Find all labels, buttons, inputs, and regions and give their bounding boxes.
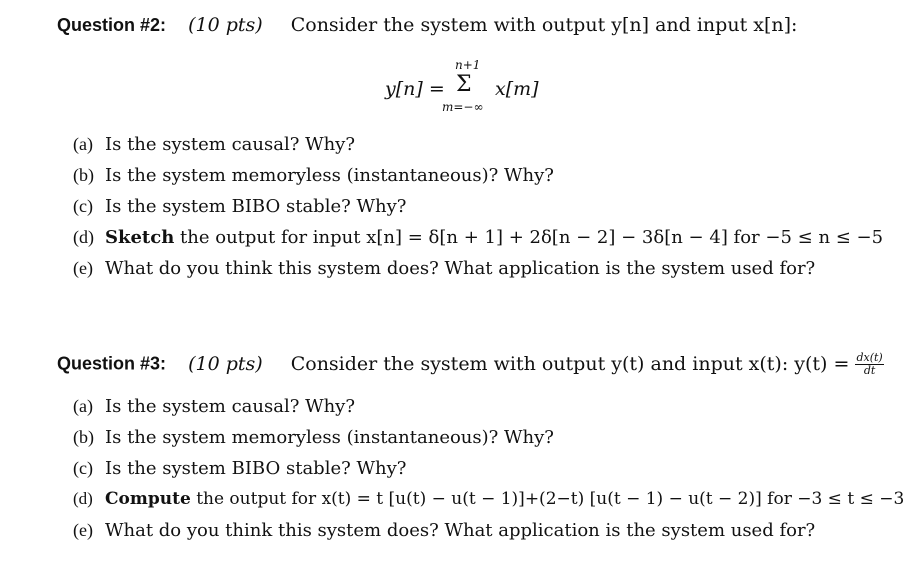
q3-item-e — [73, 520, 815, 541]
q3-points: (10 pts) — [188, 352, 263, 375]
q2-item-e — [73, 258, 815, 279]
q3-item-d — [73, 489, 904, 509]
item-text: the output for input x[n] = δ[n + 1] + 2δ[n − 2] − 3δ[n − 4] for −5 ≤ n ≤ −5 — [180, 227, 884, 248]
item-text: the output for x(t) = t [u(t) − u(t − 1)]+(2−t) [u(t − 1) − u(t − 2)] for −3 ≤ t ≤ −3 — [196, 489, 905, 509]
q2-sum-lower: m=−∞ — [442, 100, 484, 114]
q3-derivative-fraction — [855, 352, 883, 377]
q3-item-a — [73, 396, 355, 417]
item-label: (b) — [73, 427, 94, 447]
frac-numerator: dx(t) — [856, 351, 883, 364]
item-label: (e) — [73, 258, 93, 278]
item-text: Is the system causal? Why? — [105, 134, 356, 155]
item-label: (d) — [73, 227, 94, 247]
item-label: (b) — [73, 165, 94, 185]
q2-intro: Consider the system with output y[n] and input x[n]: — [290, 14, 798, 36]
q2-points: (10 pts) — [188, 14, 263, 36]
item-text: Is the system memoryless (instantaneous)? Why? — [105, 427, 554, 448]
item-label: (a) — [73, 134, 93, 154]
item-text: Is the system causal? Why? — [105, 396, 356, 417]
q3-item-b — [73, 427, 554, 448]
q2-item-a — [73, 134, 355, 155]
item-text: What do you think this system does? What application is the system used for? — [105, 520, 816, 541]
q3-item-c — [73, 458, 406, 479]
item-text: What do you think this system does? What application is the system used for? — [105, 258, 816, 279]
item-text: Is the system BIBO stable? Why? — [105, 458, 407, 479]
item-label: (c) — [73, 196, 93, 216]
item-bold: Sketch — [105, 227, 175, 248]
q2-item-c — [73, 196, 406, 217]
q2-sum-term: x[m] — [495, 78, 539, 100]
q2-header — [57, 14, 797, 36]
item-label: (d) — [73, 489, 93, 508]
q3-header — [57, 352, 884, 377]
item-label: (e) — [73, 520, 93, 540]
q2-sum-symbol: Σ — [456, 72, 472, 97]
item-text: Is the system memoryless (instantaneous)? Why? — [105, 165, 554, 186]
q3-intro: Consider the system with output y(t) and input x(t): y(t) = — [290, 352, 850, 375]
q3-label: Question #3: — [57, 353, 167, 374]
frac-denominator: dt — [863, 364, 876, 377]
q2-sum-upper: n+1 — [455, 58, 481, 72]
q2-label: Question #2: — [57, 15, 167, 35]
item-text: Is the system BIBO stable? Why? — [105, 196, 407, 217]
q2-equation-lhs: y[n] = — [385, 78, 445, 100]
item-label: (a) — [73, 396, 93, 416]
item-label: (c) — [73, 458, 93, 478]
q2-item-b — [73, 165, 554, 186]
q2-item-d — [73, 227, 883, 248]
item-bold: Compute — [105, 489, 191, 509]
